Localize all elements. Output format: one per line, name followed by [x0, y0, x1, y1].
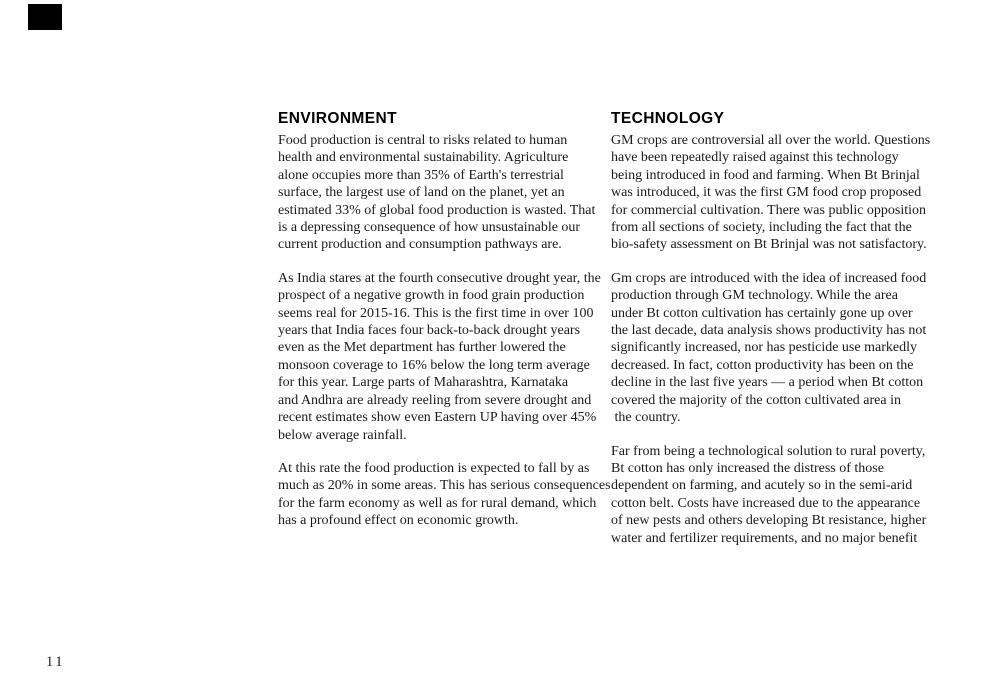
text-line: significantly increased, nor has pesticide use markedly [611, 340, 917, 356]
text-line: estimated 33% of global food production is wasted. That [278, 202, 596, 218]
text-line: prospect of a negative growth in food grain production [278, 288, 585, 304]
technology-heading: TECHNOLOGY [611, 110, 725, 127]
text-line: under Bt cotton cultivation has certainly gone up over [611, 305, 913, 321]
page-number: 11 [46, 654, 65, 670]
text-line: has a profound effect on economic growth. [278, 513, 519, 529]
text-line: recent estimates show even Eastern UP having over 45% [278, 410, 597, 426]
technology-paragraph-2 [611, 270, 947, 427]
technology-column [611, 109, 947, 547]
text-line: GM crops are controversial all over the world. Questions [611, 133, 931, 148]
text-line: below average rainfall. [278, 427, 407, 443]
text-line: was introduced, it was the first GM food crop proposed [611, 185, 922, 201]
environment-paragraph-1 [278, 132, 614, 254]
text-line: As India stares at the fourth consecutive drought year, the [278, 270, 601, 286]
text-line: decline in the last five years — a period when Bt cotton [611, 375, 924, 391]
environment-paragraph-3 [278, 460, 614, 530]
text-line: dependent on farming, and acutely so in the semi-arid [611, 478, 913, 494]
environment-heading: ENVIRONMENT [278, 110, 397, 127]
text-line: Far from being a technological solution to rural poverty, [611, 443, 926, 459]
text-line: current production and consumption pathways are. [278, 237, 562, 253]
text-line: production through GM technology. While the area [611, 288, 898, 304]
text-line: for commercial cultivation. There was public opposition [611, 202, 927, 218]
text-line: At this rate the food production is expected to fall by as [278, 460, 590, 476]
text-line: years that India faces four back-to-back drought years [278, 323, 581, 339]
text-line: covered the majority of the cotton cultivated area in [611, 392, 901, 408]
text-line: Gm crops are introduced with the idea of increased food [611, 270, 927, 286]
technology-paragraph-1 [611, 132, 947, 254]
text-line: for this year. Large parts of Maharashtra, Karnataka [278, 375, 569, 391]
text-line: water and fertilizer requirements, and no major benefit [611, 530, 918, 546]
text-line: the last decade, data analysis shows productivity has not [611, 323, 927, 339]
environment-paragraph-2 [278, 270, 614, 444]
text-line: cotton belt. Costs have increased due to the appearance [611, 495, 921, 511]
text-line: much as 20% in some areas. This has serious consequences [278, 478, 611, 494]
text-line: decreased. In fact, cotton productivity has been on the [611, 357, 914, 373]
text-line: have been repeatedly raised against this technology [611, 150, 899, 166]
text-line: the country. [611, 410, 681, 426]
technology-paragraph-3 [611, 443, 947, 547]
text-line: health and environmental sustainability. Agriculture [278, 150, 569, 166]
text-line: for the farm economy as well as for rural demand, which [278, 495, 597, 511]
environment-column [278, 109, 614, 530]
text-line: even as the Met department has further lowered the [278, 340, 566, 356]
text-line: being introduced in food and farming. When Bt Brinjal [611, 167, 920, 183]
text-line: alone occupies more than 35% of Earth's terrestrial [278, 167, 564, 183]
text-line: of new pests and others developing Bt resistance, higher [611, 513, 927, 529]
text-line: bio-safety assessment on Bt Brinjal was not satisfactory. [611, 237, 927, 253]
text-line: from all sections of society, including the fact that the [611, 220, 912, 236]
text-line: Bt cotton has only increased the distress of those [611, 460, 884, 476]
text-line: and Andhra are already reeling from severe drought and [278, 392, 592, 408]
text-line: seems real for 2015-16. This is the first time in over 100 [278, 305, 594, 321]
text-line: is a depressing consequence of how unsustainable our [278, 220, 581, 236]
text-line: monsoon coverage to 16% below the long term average [278, 357, 590, 373]
text-line: surface, the largest use of land on the planet, yet an [278, 185, 565, 201]
corner-mark [28, 4, 62, 30]
text-line: Food production is central to risks related to human [278, 133, 568, 148]
